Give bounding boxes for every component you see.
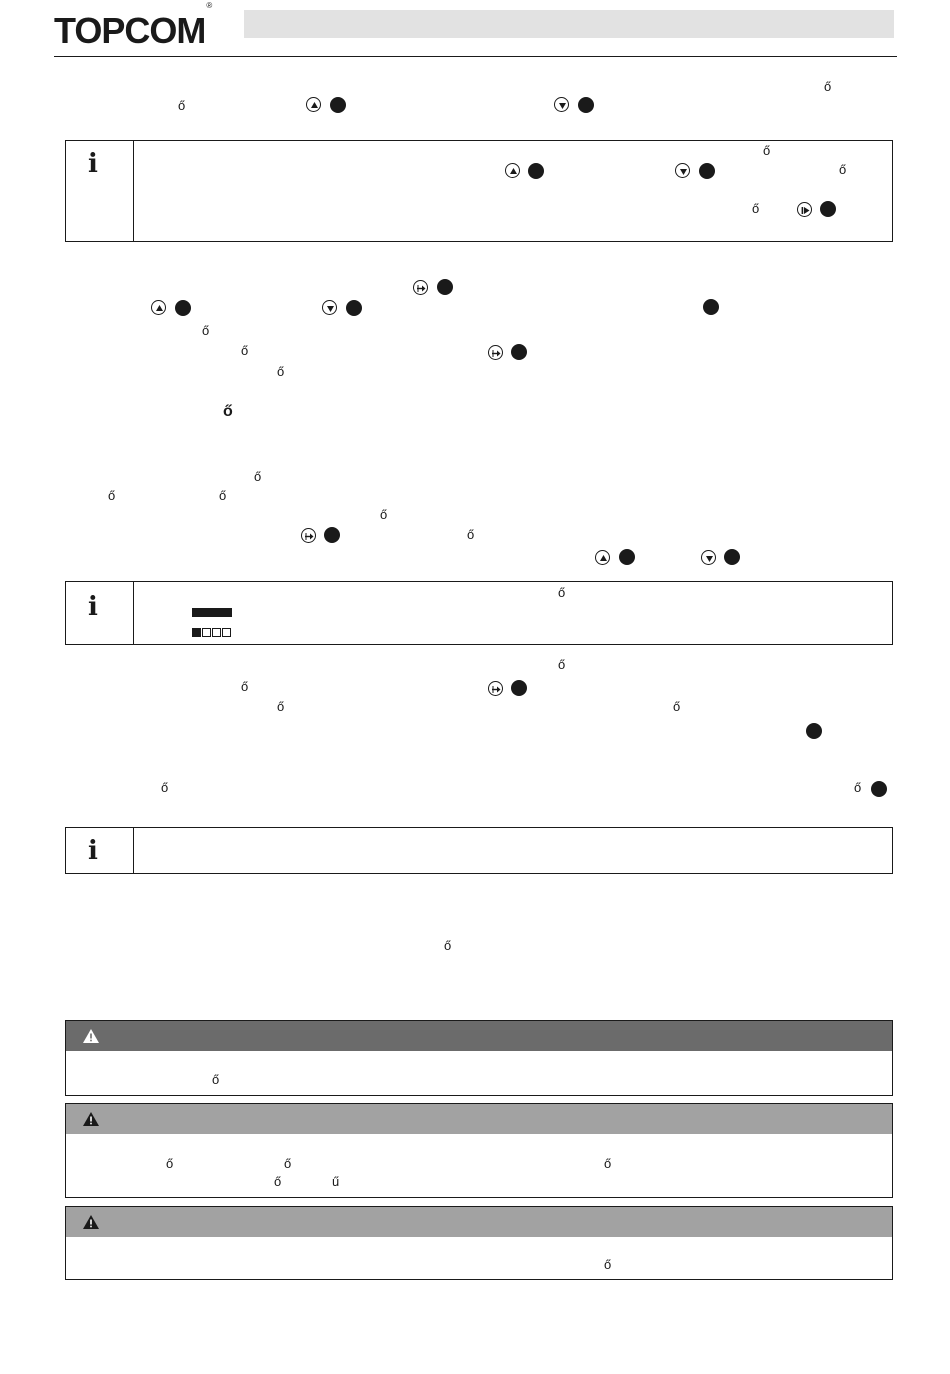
glyph: ő [277,699,285,714]
down-arrow-icon [554,97,569,112]
glyph: ő [604,1156,612,1171]
info-box [65,827,893,874]
header-bar [244,10,894,38]
button-marker [528,163,544,179]
glyph: ő [178,98,186,113]
button-marker [346,300,362,316]
glyph: ő [284,1156,292,1171]
glyph: ő [854,780,862,795]
warning-header [66,1207,892,1237]
play-icon [797,202,812,217]
glyph: ő [277,364,285,379]
button-marker [699,163,715,179]
button-marker [175,300,191,316]
enter-icon [488,345,503,360]
up-arrow-icon [595,550,610,565]
down-arrow-icon [322,300,337,315]
glyph: ő [223,403,233,420]
warning-box [65,1020,893,1096]
glyph: ő [763,143,771,158]
glyph: ő [241,343,249,358]
warning-header [66,1104,892,1134]
glyph: ő [558,585,566,600]
button-marker [511,344,527,360]
enter-icon [488,681,503,696]
up-arrow-icon [505,163,520,178]
glyph: ő [380,507,388,522]
glyph: ő [444,938,452,953]
button-marker [820,201,836,217]
glyph: ő [752,201,760,216]
button-marker [724,549,740,565]
level-bar-full [192,608,240,617]
info-icon: i [88,592,98,622]
button-marker [330,97,346,113]
button-marker [578,97,594,113]
warning-box [65,1103,893,1198]
warning-icon [82,1111,100,1127]
glyph: ő [558,657,566,672]
glyph: ő [241,679,249,694]
button-marker [511,680,527,696]
glyph: ő [254,469,262,484]
down-arrow-icon [675,163,690,178]
topcom-logo: TOPCOM® [54,1,212,51]
glyph: ő [604,1257,612,1272]
warning-header [66,1021,892,1051]
warning-box [65,1206,893,1280]
glyph: ű [332,1174,340,1189]
down-arrow-icon [701,550,716,565]
info-icon: i [88,836,98,866]
glyph: ő [212,1072,220,1087]
button-marker [437,279,453,295]
up-arrow-icon [306,97,321,112]
button-marker [871,781,887,797]
button-marker [324,527,340,543]
enter-icon [413,280,428,295]
warning-icon [82,1028,100,1044]
info-box [65,581,893,645]
glyph: ő [202,323,210,338]
glyph: ő [274,1174,282,1189]
button-marker [806,723,822,739]
level-bar-low [192,628,240,637]
glyph: ő [108,488,116,503]
glyph: ő [166,1156,174,1171]
enter-icon [301,528,316,543]
glyph: ő [673,699,681,714]
header-rule [54,56,897,57]
glyph: ő [467,527,475,542]
glyph: ő [824,79,832,94]
button-marker [703,299,719,315]
glyph: ő [839,162,847,177]
button-marker [619,549,635,565]
up-arrow-icon [151,300,166,315]
warning-icon [82,1214,100,1230]
glyph: ő [161,780,169,795]
info-icon: i [88,149,98,179]
glyph: ő [219,488,227,503]
